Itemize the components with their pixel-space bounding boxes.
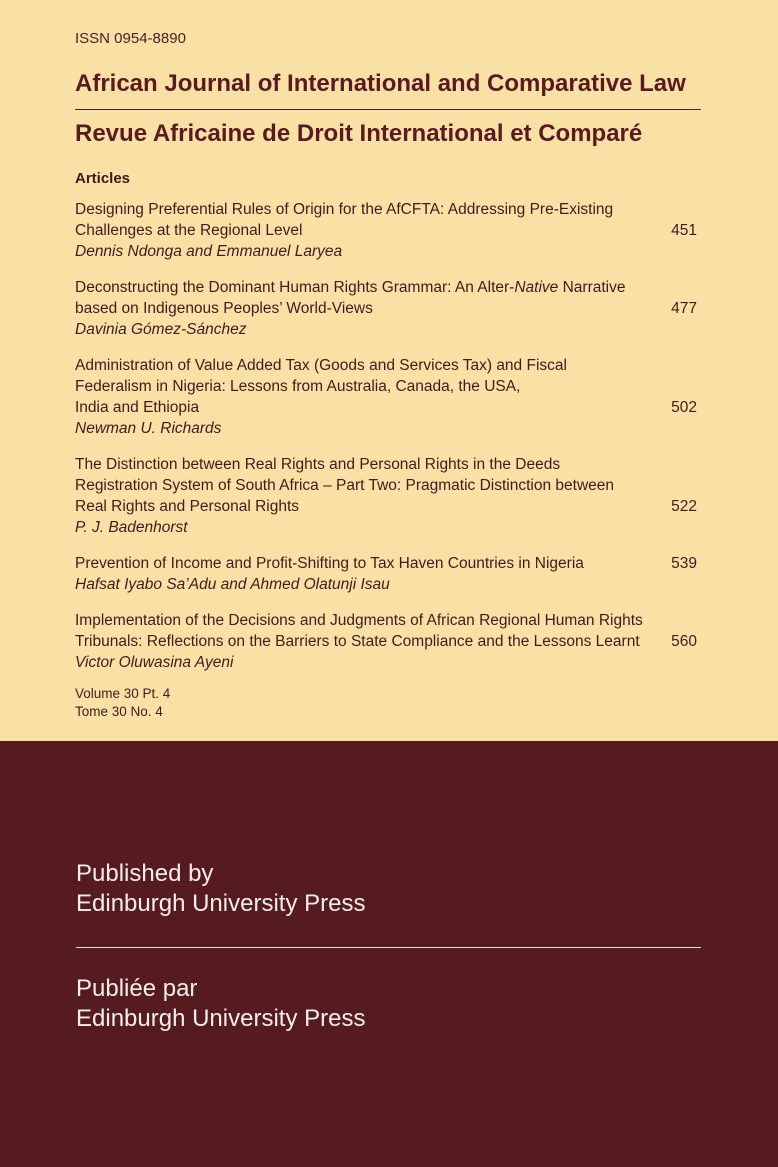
title-divider [75, 109, 701, 110]
article-title [75, 199, 665, 241]
article-title [75, 610, 675, 652]
journal-title-english: African Journal of International and Comparative Law [75, 70, 686, 97]
article-entry [75, 355, 705, 439]
article-title-line: Registration System of South Africa – Part Two: Pragmatic Distinction between [75, 477, 615, 494]
cover-bottom-panel [0, 741, 778, 1167]
publisher-name-french: Edinburgh University Press [76, 1005, 366, 1032]
article-title-line: Implementation of the Decisions and Judgments of African Regional Human Rights [75, 612, 643, 629]
article-page-number: 539 [671, 555, 697, 572]
journal-title-french: Revue Africaine de Droit International et Comparé [75, 120, 643, 147]
article-authors: Dennis Ndonga and Emmanuel Laryea [75, 243, 343, 260]
article-list [75, 199, 705, 688]
article-title [75, 277, 665, 319]
article-entry [75, 610, 705, 673]
article-title [75, 454, 665, 517]
publisher-french [76, 974, 365, 1034]
article-authors: Davinia Gómez-Sánchez [75, 321, 247, 338]
article-title-line: based on Indigenous Peoples’ World-Views [75, 300, 373, 317]
article-title-line: India and Ethiopia [75, 399, 200, 416]
article-title-line: Prevention of Income and Profit-Shifting to Tax Haven Countries in Nigeria [75, 555, 584, 572]
article-authors: Victor Oluwasina Ayeni [75, 654, 234, 671]
publisher-label-english: Published by [76, 860, 214, 887]
article-entry [75, 553, 705, 595]
publisher-divider [76, 947, 701, 948]
article-page-number: 451 [671, 222, 697, 239]
volume-english: Volume 30 Pt. 4 [75, 686, 171, 701]
article-entry [75, 277, 705, 340]
article-page-number: 560 [671, 633, 697, 650]
article-page-number: 522 [671, 498, 697, 515]
article-authors: Newman U. Richards [75, 420, 222, 437]
article-page-number: 502 [671, 399, 697, 416]
article-title-line: Administration of Value Added Tax (Goods and Services Tax) and Fiscal [75, 357, 567, 374]
publisher-label-french: Publiée par [76, 975, 198, 1002]
article-title-line: Federalism in Nigeria: Lessons from Australia, Canada, the USA, [75, 378, 521, 395]
article-title-line: Real Rights and Personal Rights [75, 498, 300, 515]
article-entry [75, 454, 705, 538]
publisher-english [76, 859, 365, 919]
contents-heading: Articles [75, 170, 131, 187]
article-title-line: Designing Preferential Rules of Origin for the AfCFTA: Addressing Pre-Existing [75, 201, 614, 218]
article-title [75, 355, 665, 418]
article-authors: P. J. Badenhorst [75, 519, 188, 536]
article-entry [75, 199, 705, 262]
article-title [75, 553, 665, 574]
issn: ISSN 0954-8890 [75, 30, 186, 47]
article-title-line: Deconstructing the Dominant Human Rights Grammar: An Alter-Native Narrative [75, 279, 626, 296]
volume-french: Tome 30 No. 4 [75, 704, 163, 719]
volume-info [75, 685, 170, 721]
publisher-name-english: Edinburgh University Press [76, 890, 366, 917]
article-page-number: 477 [671, 300, 697, 317]
article-authors: Hafsat Iyabo Sa’Adu and Ahmed Olatunji Isau [75, 576, 390, 593]
article-title-line: Tribunals: Reflections on the Barriers to State Compliance and the Lessons Learnt [75, 633, 640, 650]
article-title-line: The Distinction between Real Rights and Personal Rights in the Deeds [75, 456, 561, 473]
article-title-line: Challenges at the Regional Level [75, 222, 303, 239]
